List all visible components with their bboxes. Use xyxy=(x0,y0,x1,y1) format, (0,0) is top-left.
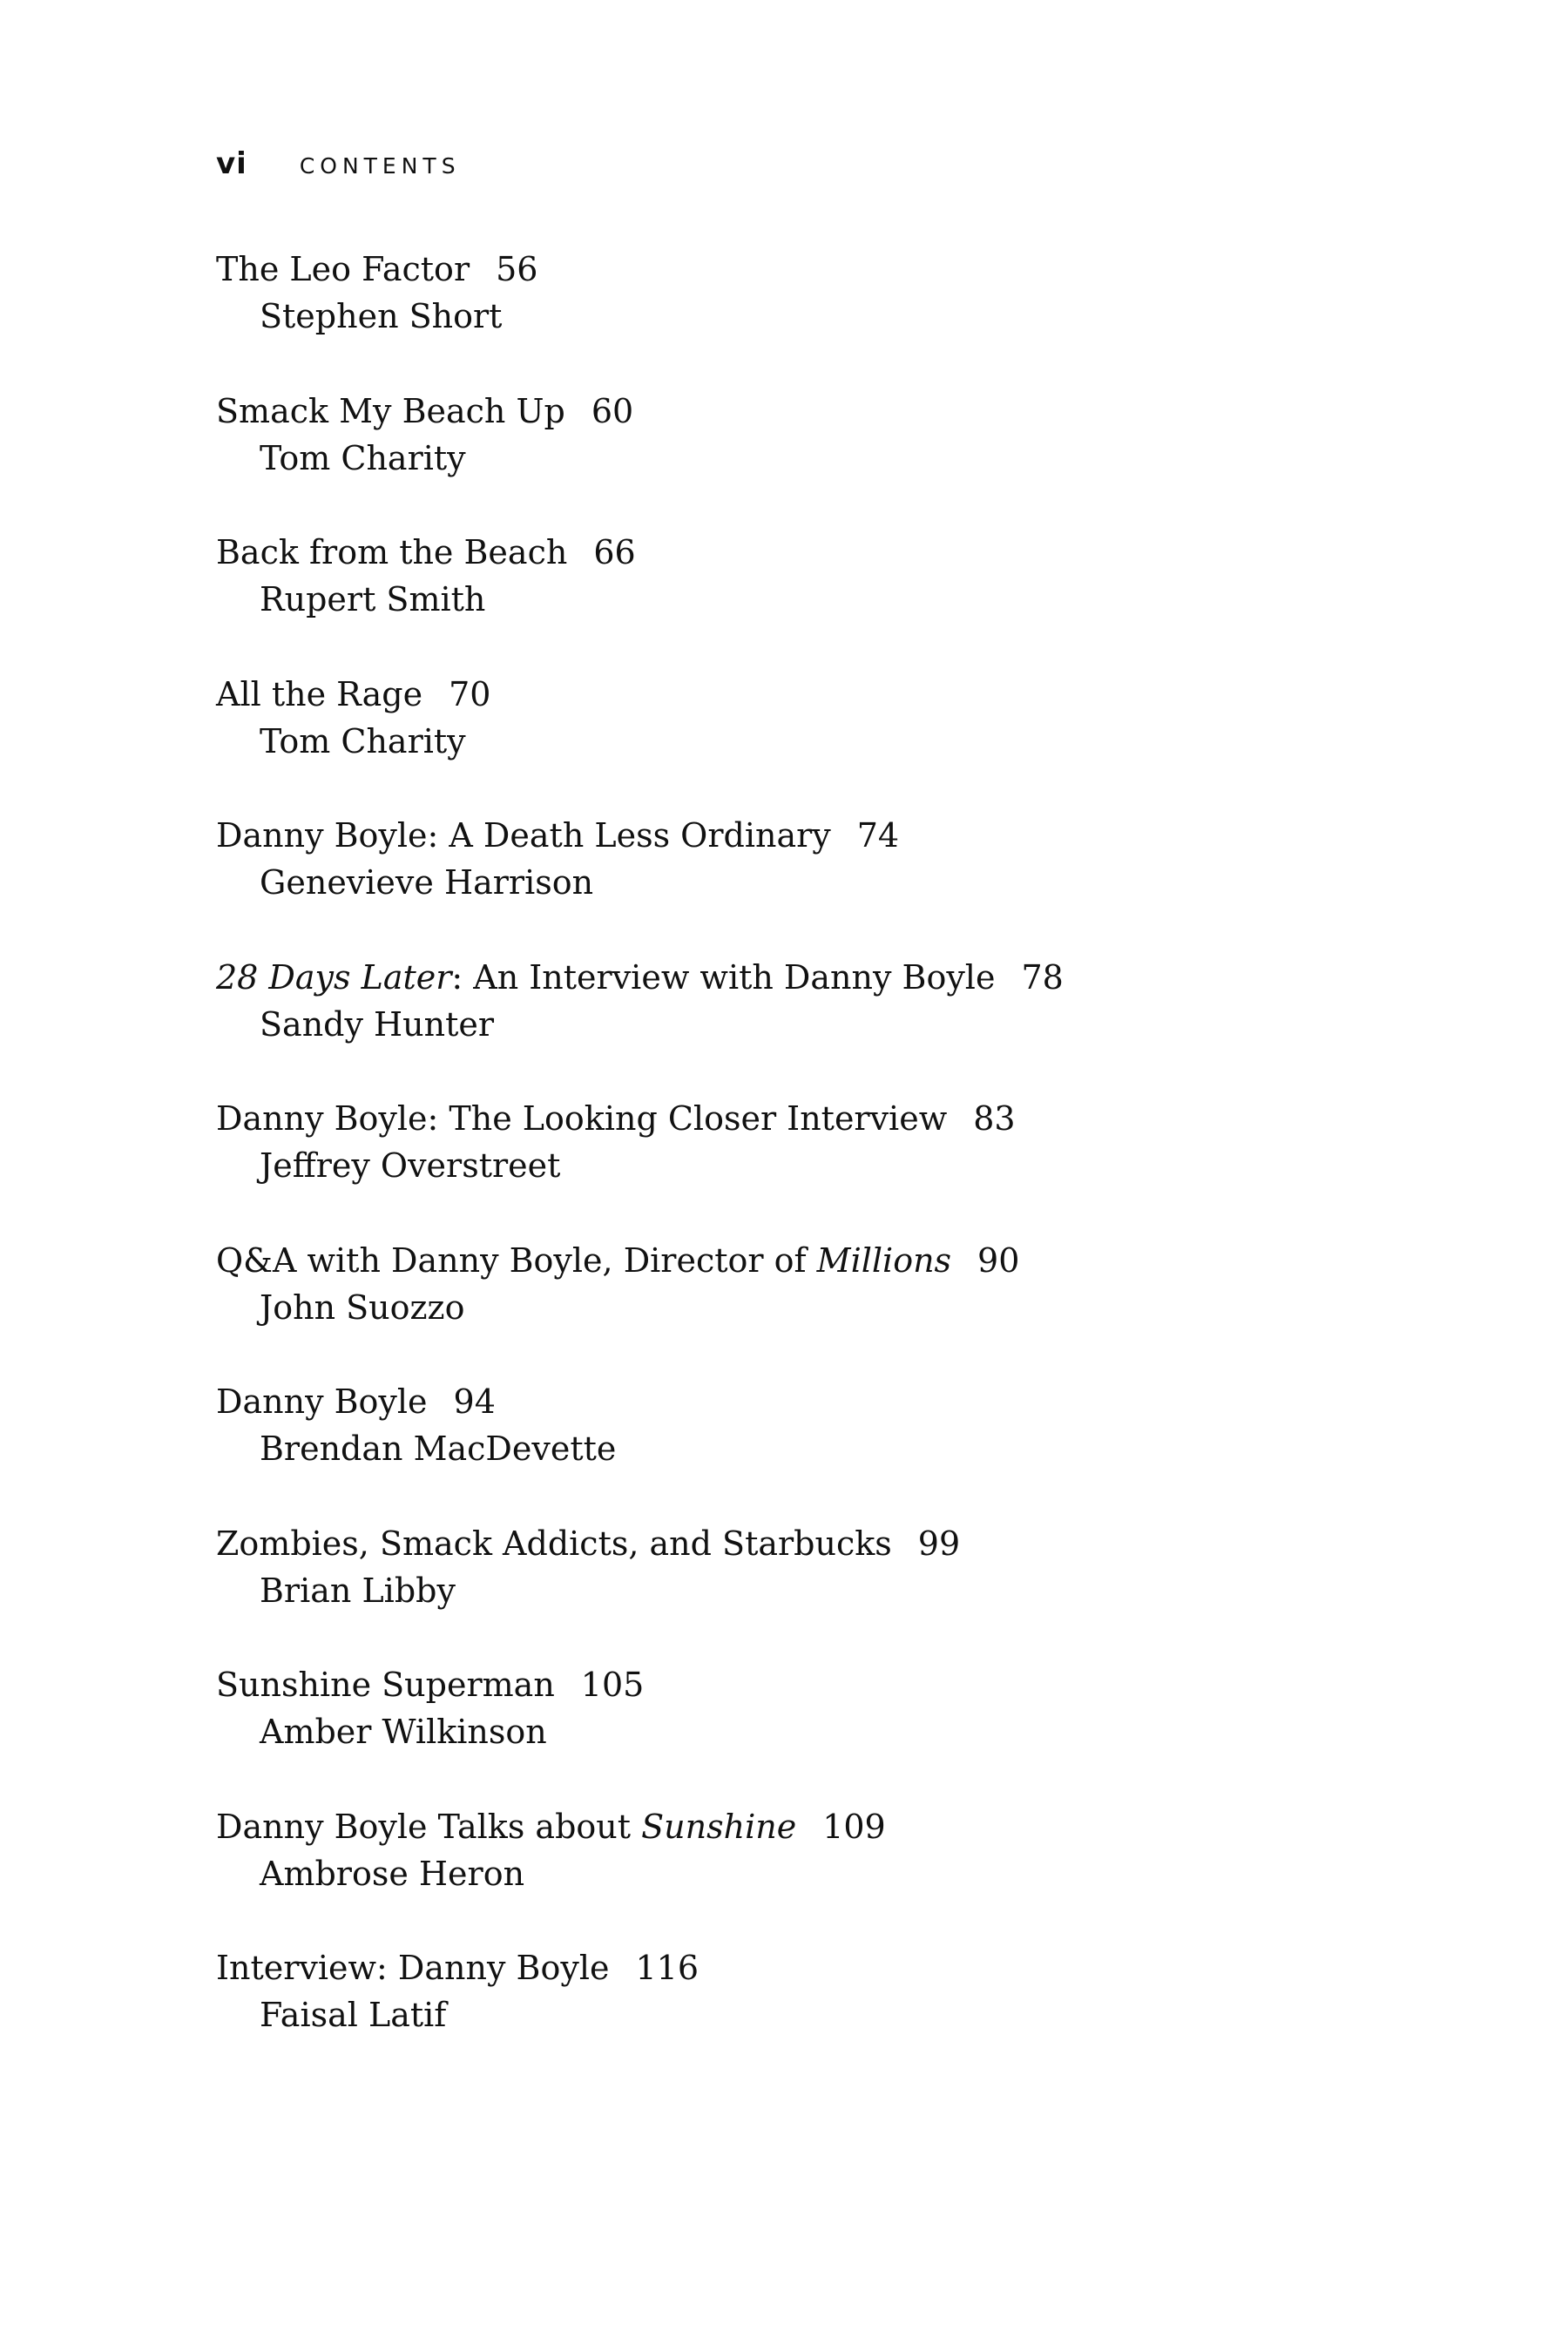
section-title: CONTENTS xyxy=(299,153,461,179)
entry-page-number: 56 xyxy=(496,250,538,288)
entry-page-number: 78 xyxy=(1021,957,1064,997)
entry-page-number: 74 xyxy=(856,816,900,855)
entry-author: Tom Charity xyxy=(260,438,466,477)
entry-page-number: 90 xyxy=(977,1240,1020,1280)
toc-entry xyxy=(216,1520,1348,1662)
entry-title: Danny Boyle xyxy=(216,1382,428,1421)
entry-author: Brian Libby xyxy=(260,1571,456,1610)
entry-title-line xyxy=(216,1378,1348,1425)
running-head xyxy=(216,146,461,181)
entry-author: Jeffrey Overstreet xyxy=(260,1146,561,1185)
entry-page-number: 116 xyxy=(635,1949,699,1987)
entry-title: All the Rage xyxy=(216,674,423,713)
entry-title-line xyxy=(216,671,1348,718)
page-folio: vi xyxy=(216,146,247,181)
entry-page-number: 70 xyxy=(449,674,491,713)
entry-title-line xyxy=(216,1520,1348,1567)
entry-page-number: 99 xyxy=(917,1524,961,1563)
entry-title-italic: Sunshine xyxy=(641,1807,797,1846)
entry-author: Amber Wilkinson xyxy=(260,1713,547,1751)
toc-entry xyxy=(216,388,1348,530)
entry-title: Back from the Beach xyxy=(216,533,568,571)
entry-page-number: 60 xyxy=(591,391,634,430)
entry-title-line xyxy=(216,1944,1348,1991)
contents-list xyxy=(216,246,1348,2086)
entry-title-line xyxy=(216,529,1348,576)
entry-author: Tom Charity xyxy=(260,721,466,760)
entry-title: Danny Boyle: The Looking Closer Interview xyxy=(216,1099,948,1138)
entry-title-italic: Millions xyxy=(816,1240,952,1280)
entry-title: Zombies, Smack Addicts, and Starbucks xyxy=(216,1524,892,1563)
entry-title: Interview: Danny Boyle xyxy=(216,1949,610,1987)
entry-author: Ambrose Heron xyxy=(260,1854,525,1893)
entry-page-number: 66 xyxy=(593,533,636,571)
entry-title: The Leo Factor xyxy=(216,250,470,288)
toc-entry xyxy=(216,1095,1348,1237)
entry-title: Q&A with Danny Boyle, Director of xyxy=(216,1240,817,1280)
entry-title: Sunshine Superman xyxy=(216,1666,555,1704)
entry-title-italic: 28 Days Later xyxy=(216,957,452,997)
entry-author: Rupert Smith xyxy=(260,580,486,618)
entry-title-line xyxy=(216,1237,1348,1284)
entry-title-line xyxy=(216,1803,1348,1850)
entry-page-number: 94 xyxy=(453,1382,496,1421)
entry-title-line xyxy=(216,1095,1348,1142)
toc-entry xyxy=(216,812,1348,954)
entry-title-line xyxy=(216,246,1348,293)
toc-entry xyxy=(216,1803,1348,1945)
entry-page-number: 83 xyxy=(973,1099,1016,1138)
toc-entry xyxy=(216,671,1348,813)
toc-entry xyxy=(216,1237,1348,1379)
entry-page-number: 105 xyxy=(580,1666,645,1704)
entry-author: Faisal Latif xyxy=(260,1996,447,2034)
entry-author: Genevieve Harrison xyxy=(260,863,594,902)
entry-author: Stephen Short xyxy=(260,297,503,335)
toc-entry xyxy=(216,1944,1348,2086)
entry-title: Smack My Beach Up xyxy=(216,391,565,430)
entry-title-line xyxy=(216,1661,1348,1708)
toc-entry xyxy=(216,1378,1348,1520)
entry-page-number: 109 xyxy=(822,1807,886,1846)
entry-title: Danny Boyle Talks about xyxy=(216,1807,642,1846)
entry-title: Danny Boyle: A Death Less Ordinary xyxy=(216,816,831,855)
entry-author: Sandy Hunter xyxy=(260,1004,495,1044)
entry-author: John Suozzo xyxy=(260,1288,465,1327)
entry-title: : An Interview with Danny Boyle xyxy=(451,957,996,997)
toc-entry xyxy=(216,954,1348,1096)
entry-title-line xyxy=(216,812,1348,859)
entry-author: Brendan MacDevette xyxy=(260,1429,617,1468)
toc-entry xyxy=(216,529,1348,671)
entry-title-line xyxy=(216,388,1348,435)
toc-entry xyxy=(216,246,1348,388)
toc-entry xyxy=(216,1661,1348,1803)
entry-title-line xyxy=(216,954,1348,1001)
